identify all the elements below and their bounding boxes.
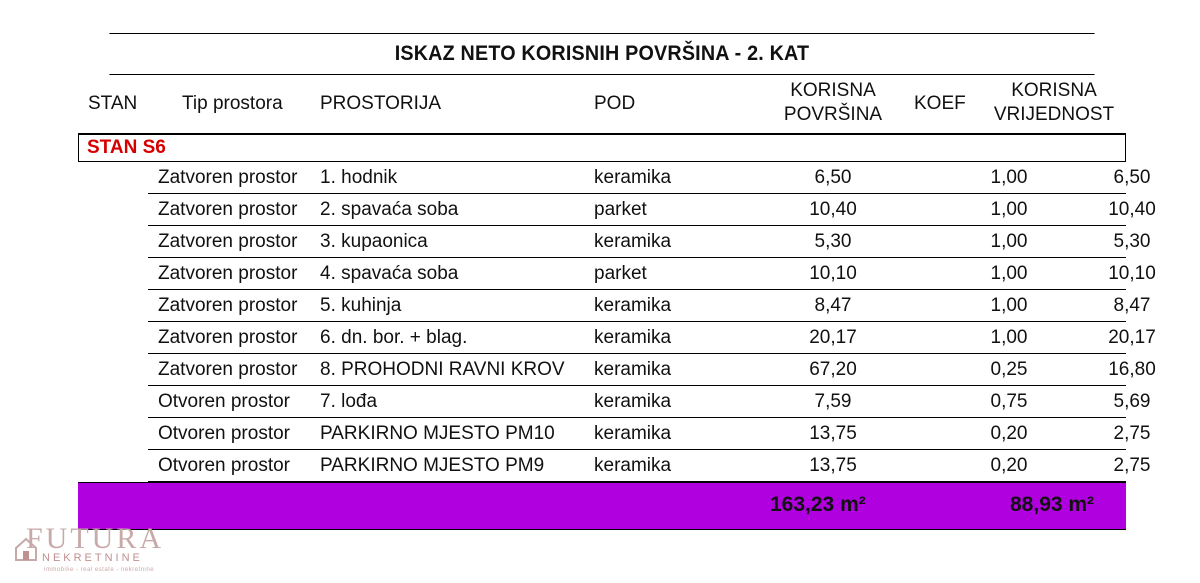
cell-prostorija: 7. lođa — [320, 391, 378, 412]
cell-povrsina: 20,17 — [809, 327, 857, 348]
header-prostorija: PROSTORIJA — [320, 93, 442, 114]
cell-pod: keramika — [594, 455, 672, 476]
cell-vrijednost: 16,80 — [1108, 359, 1156, 380]
cell-koef: 0,25 — [990, 359, 1028, 380]
header-povrsina-line2: POVRŠINA — [783, 104, 883, 125]
cell-koef: 1,00 — [990, 167, 1028, 188]
cell-tip: Zatvoren prostor — [158, 231, 298, 252]
cell-tip: Otvoren prostor — [158, 391, 290, 412]
cell-povrsina: 7,59 — [814, 391, 852, 412]
totals-row — [78, 482, 1126, 530]
header-vrijednost-line2: VRIJEDNOST — [993, 104, 1115, 125]
section-stan-s6 — [78, 134, 1126, 162]
table-row — [148, 290, 1151, 322]
table-row — [148, 162, 1151, 194]
cell-vrijednost: 10,10 — [1108, 263, 1156, 284]
logo-tagline: immobilie - real estate - nekretnine — [44, 567, 155, 573]
cell-koef: 1,00 — [990, 327, 1028, 348]
cell-tip: Zatvoren prostor — [158, 263, 298, 284]
cell-pod: keramika — [594, 359, 672, 380]
cell-koef: 1,00 — [990, 231, 1028, 252]
cell-prostorija: 8. PROHODNI RAVNI KROV — [320, 359, 565, 380]
table-header — [78, 75, 1126, 134]
header-vrijednost — [984, 79, 1124, 127]
cell-prostorija: 3. kupaonica — [320, 231, 428, 252]
table-row — [148, 226, 1151, 258]
cell-prostorija: PARKIRNO MJESTO PM9 — [320, 455, 545, 476]
table-row — [148, 450, 1151, 482]
cell-povrsina: 13,75 — [809, 455, 857, 476]
table-row — [148, 418, 1151, 450]
cell-tip: Zatvoren prostor — [158, 199, 298, 220]
cell-tip: Otvoren prostor — [158, 455, 290, 476]
cell-povrsina: 6,50 — [814, 167, 852, 188]
cell-tip: Zatvoren prostor — [158, 167, 298, 188]
table-row — [148, 322, 1156, 354]
header-povrsina-line1: KORISNA — [790, 80, 876, 101]
cell-vrijednost: 2,75 — [1113, 423, 1151, 444]
table-rows — [78, 162, 1156, 482]
cell-povrsina: 13,75 — [809, 423, 857, 444]
header-vrijednost-line1: KORISNA — [1011, 80, 1097, 101]
cell-vrijednost: 8,47 — [1113, 295, 1151, 316]
total-povrsina: 163,23 m² — [770, 493, 866, 516]
cell-tip: Zatvoren prostor — [158, 359, 298, 380]
cell-pod: keramika — [594, 327, 672, 348]
cell-prostorija: 2. spavaća soba — [320, 199, 459, 220]
cell-vrijednost: 6,50 — [1113, 167, 1151, 188]
header-tip: Tip prostora — [182, 93, 283, 114]
cell-koef: 1,00 — [990, 295, 1028, 316]
cell-pod: keramika — [594, 295, 672, 316]
cell-pod: keramika — [594, 391, 672, 412]
cell-prostorija: 1. hodnik — [320, 167, 398, 188]
table-row — [148, 386, 1151, 418]
cell-prostorija: 4. spavaća soba — [320, 263, 459, 284]
cell-pod: keramika — [594, 167, 672, 188]
table-row — [148, 258, 1156, 290]
table-row — [148, 354, 1156, 386]
section-label: STAN S6 — [87, 137, 166, 158]
futura-logo — [14, 522, 164, 578]
cell-tip: Zatvoren prostor — [158, 295, 298, 316]
cell-povrsina: 10,10 — [809, 263, 857, 284]
cell-tip: Otvoren prostor — [158, 423, 290, 444]
header-pod: POD — [594, 93, 636, 114]
table-title: ISKAZ NETO KORISNIH POVRŠINA - 2. KAT — [109, 33, 1094, 75]
header-koef: KOEF — [914, 93, 966, 114]
cell-pod: parket — [594, 199, 647, 220]
cell-koef: 0,20 — [990, 455, 1028, 476]
cell-prostorija: 6. dn. bor. + blag. — [320, 327, 468, 348]
cell-pod: keramika — [594, 423, 672, 444]
cell-koef: 0,75 — [990, 391, 1028, 412]
area-table — [78, 33, 1156, 530]
cell-pod: parket — [594, 263, 647, 284]
cell-tip: Zatvoren prostor — [158, 327, 298, 348]
cell-povrsina: 8,47 — [814, 295, 852, 316]
header-povrsina — [770, 79, 896, 127]
cell-vrijednost: 5,69 — [1113, 391, 1151, 412]
cell-vrijednost: 10,40 — [1108, 199, 1156, 220]
cell-povrsina: 10,40 — [809, 199, 857, 220]
cell-koef: 1,00 — [990, 199, 1028, 220]
total-vrijednost: 88,93 m² — [1010, 493, 1095, 516]
cell-prostorija: 5. kuhinja — [320, 295, 402, 316]
cell-vrijednost: 20,17 — [1108, 327, 1156, 348]
table-row — [148, 194, 1156, 226]
logo-sub: NEKRETNINE — [42, 552, 143, 564]
cell-vrijednost: 2,75 — [1113, 455, 1151, 476]
cell-pod: keramika — [594, 231, 672, 252]
cell-povrsina: 67,20 — [809, 359, 857, 380]
cell-vrijednost: 5,30 — [1113, 231, 1151, 252]
cell-prostorija: PARKIRNO MJESTO PM10 — [320, 423, 555, 444]
cell-koef: 1,00 — [990, 263, 1028, 284]
cell-koef: 0,20 — [990, 423, 1028, 444]
cell-povrsina: 5,30 — [814, 231, 852, 252]
logo-main: FUTURA — [26, 522, 165, 555]
header-stan: STAN — [88, 93, 138, 114]
